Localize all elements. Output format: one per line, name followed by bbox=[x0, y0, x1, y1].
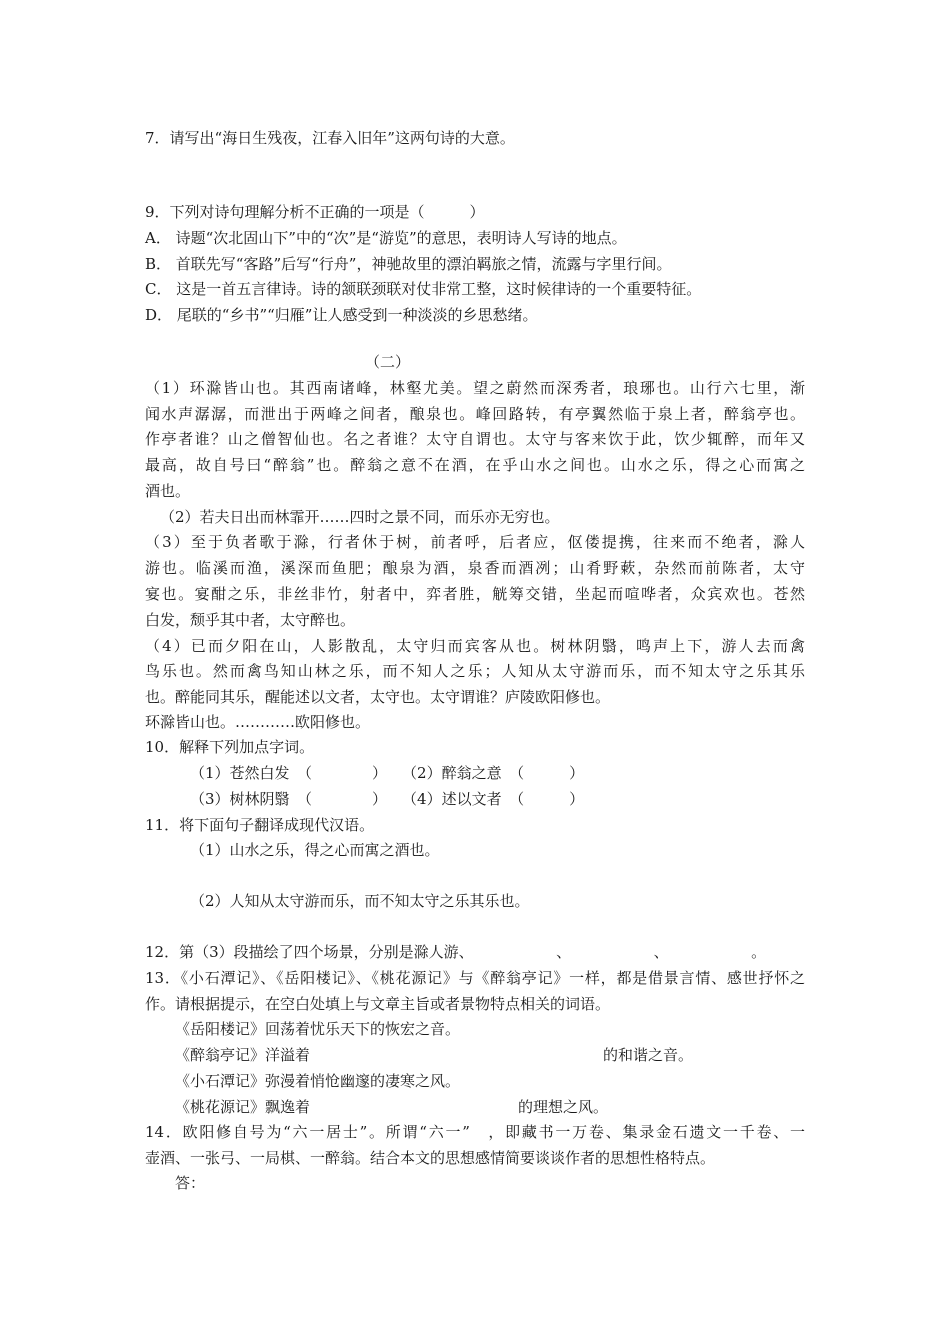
q10-row: （3）树林阴翳 （ ） （4）述以文者 （ ） bbox=[190, 790, 585, 808]
q9-stem: 9．下列对诗句理解分析不正确的一项是（ ） bbox=[145, 203, 485, 221]
passage-p1-line: （1）环滁皆山也。其西南诸峰，林壑尤美。望之蔚然而深秀者，琅琊也。山行六七里，渐 bbox=[145, 379, 805, 397]
q11-sentence-1: （1）山水之乐，得之心而寓之酒也。 bbox=[190, 841, 440, 859]
q9-option-b: B． 首联先写“客路”后写“行舟”，神驰故里的漂泊羁旅之情，流露与字里行间。 bbox=[145, 255, 672, 273]
passage-p3-line: （3）至于负者歌于滁，行者休于树，前者呼，后者应，伛偻提携，往来而不绝者，滁人 bbox=[145, 533, 805, 551]
passage-p4-line: （4）已而夕阳在山，人影散乱，太守归而宾客从也。树林阴翳，鸣声上下，游人去而禽 bbox=[145, 637, 805, 655]
q9-option-d: D． 尾联的“乡书”“归雁”让人感受到一种淡淡的乡思愁绪。 bbox=[145, 306, 538, 324]
passage-p1-line: 酒也。 bbox=[145, 482, 191, 500]
q13-line: 13．《小石潭记》、《岳阳楼记》、《桃花源记》与《醉翁亭记》一样，都是借景言情、感世抒怀之 bbox=[145, 969, 805, 987]
q9-option-a: A． 诗题“次北固山下”中的“次”是“游览”的意思，表明诗人写诗的地点。 bbox=[145, 229, 627, 247]
q11-sentence-2: （2）人知从太守游而乐，而不知太守之乐其乐也。 bbox=[190, 892, 530, 910]
q14-line: 14．欧阳修自号为“六一居士”。所谓“六一” ，即藏书一万卷、集录金石遗文一千卷、一 bbox=[145, 1123, 805, 1141]
q13-hint-2a: 《醉翁亭记》洋溢着 bbox=[175, 1046, 311, 1064]
passage-tail: 环滁皆山也。…………欧阳修也。 bbox=[145, 713, 371, 731]
q13-line: 作。请根据提示，在空白处填上与文章主旨或者景物特点相关的词语。 bbox=[145, 995, 611, 1013]
passage-p4-line: 鸟乐也。然而禽鸟知山林之乐，而不知人之乐；人知从太守游而乐，而不知太守之乐其乐 bbox=[145, 662, 805, 680]
q10-row: （1）苍然白发 （ ） （2）醉翁之意 （ ） bbox=[190, 764, 585, 782]
passage-p1-line: 闻水声潺潺，而泄出于两峰之间者，酿泉也。峰回路转，有亭翼然临于泉上者，醉翁亭也。 bbox=[145, 405, 805, 423]
q9-option-c: C． 这是一首五言律诗。诗的颔联颈联对仗非常工整，这时候律诗的一个重要特征。 bbox=[145, 280, 702, 298]
q13-hint-3: 《小石潭记》弥漫着悄怆幽邃的凄寒之风。 bbox=[175, 1072, 461, 1090]
passage-p1-line: 作亭者谁？山之僧智仙也。名之者谁？太守自谓也。太守与客来饮于此，饮少辄醉，而年又 bbox=[145, 430, 805, 448]
q13-hint-4b: 的理想之风。 bbox=[518, 1098, 609, 1116]
q7-text: 7．请写出“海日生残夜，江春入旧年”这两句诗的大意。 bbox=[145, 129, 515, 147]
passage-p2: （2）若夫日出而林霏开……四时之景不同，而乐亦无穷也。 bbox=[160, 508, 560, 526]
passage-p4-line: 也。醉能同其乐，醒能述以文者，太守也。太守谓谁？庐陵欧阳修也。 bbox=[145, 688, 611, 706]
passage-p3-line: 白发，颓乎其中者，太守醉也。 bbox=[145, 611, 356, 629]
q14-line: 壶酒、一张弓、一局棋、一醉翁。结合本文的思想感情简要谈谈作者的思想性格特点。 bbox=[145, 1149, 716, 1167]
q13-hint-1: 《岳阳楼记》回荡着忧乐天下的恢宏之音。 bbox=[175, 1020, 461, 1038]
q11-stem: 11．将下面句子翻译成现代汉语。 bbox=[145, 816, 375, 834]
q14-answer-label: 答： bbox=[175, 1174, 206, 1192]
q12: 12．第（3）段描绘了四个场景，分别是滁人游、 、 、 。 bbox=[145, 943, 767, 961]
passage-p1-line: 最高，故自号曰“醉翁”也。醉翁之意不在酒，在乎山水之间也。山水之乐，得之心而寓之 bbox=[145, 456, 805, 474]
q10-stem: 10．解释下列加点字词。 bbox=[145, 738, 315, 756]
q13-hint-2b: 的和谐之音。 bbox=[603, 1046, 694, 1064]
passage-p3-line: 宴也。宴酣之乐，非丝非竹，射者中，弈者胜，觥筹交错，坐起而喧哗者，众宾欢也。苍然 bbox=[145, 585, 805, 603]
passage-p3-line: 游也。临溪而渔，溪深而鱼肥；酿泉为酒，泉香而酒冽；山肴野蔌，杂然而前陈者，太守 bbox=[145, 559, 805, 577]
q13-hint-4a: 《桃花源记》飘逸着 bbox=[175, 1098, 311, 1116]
section-title: （二） bbox=[365, 353, 411, 371]
